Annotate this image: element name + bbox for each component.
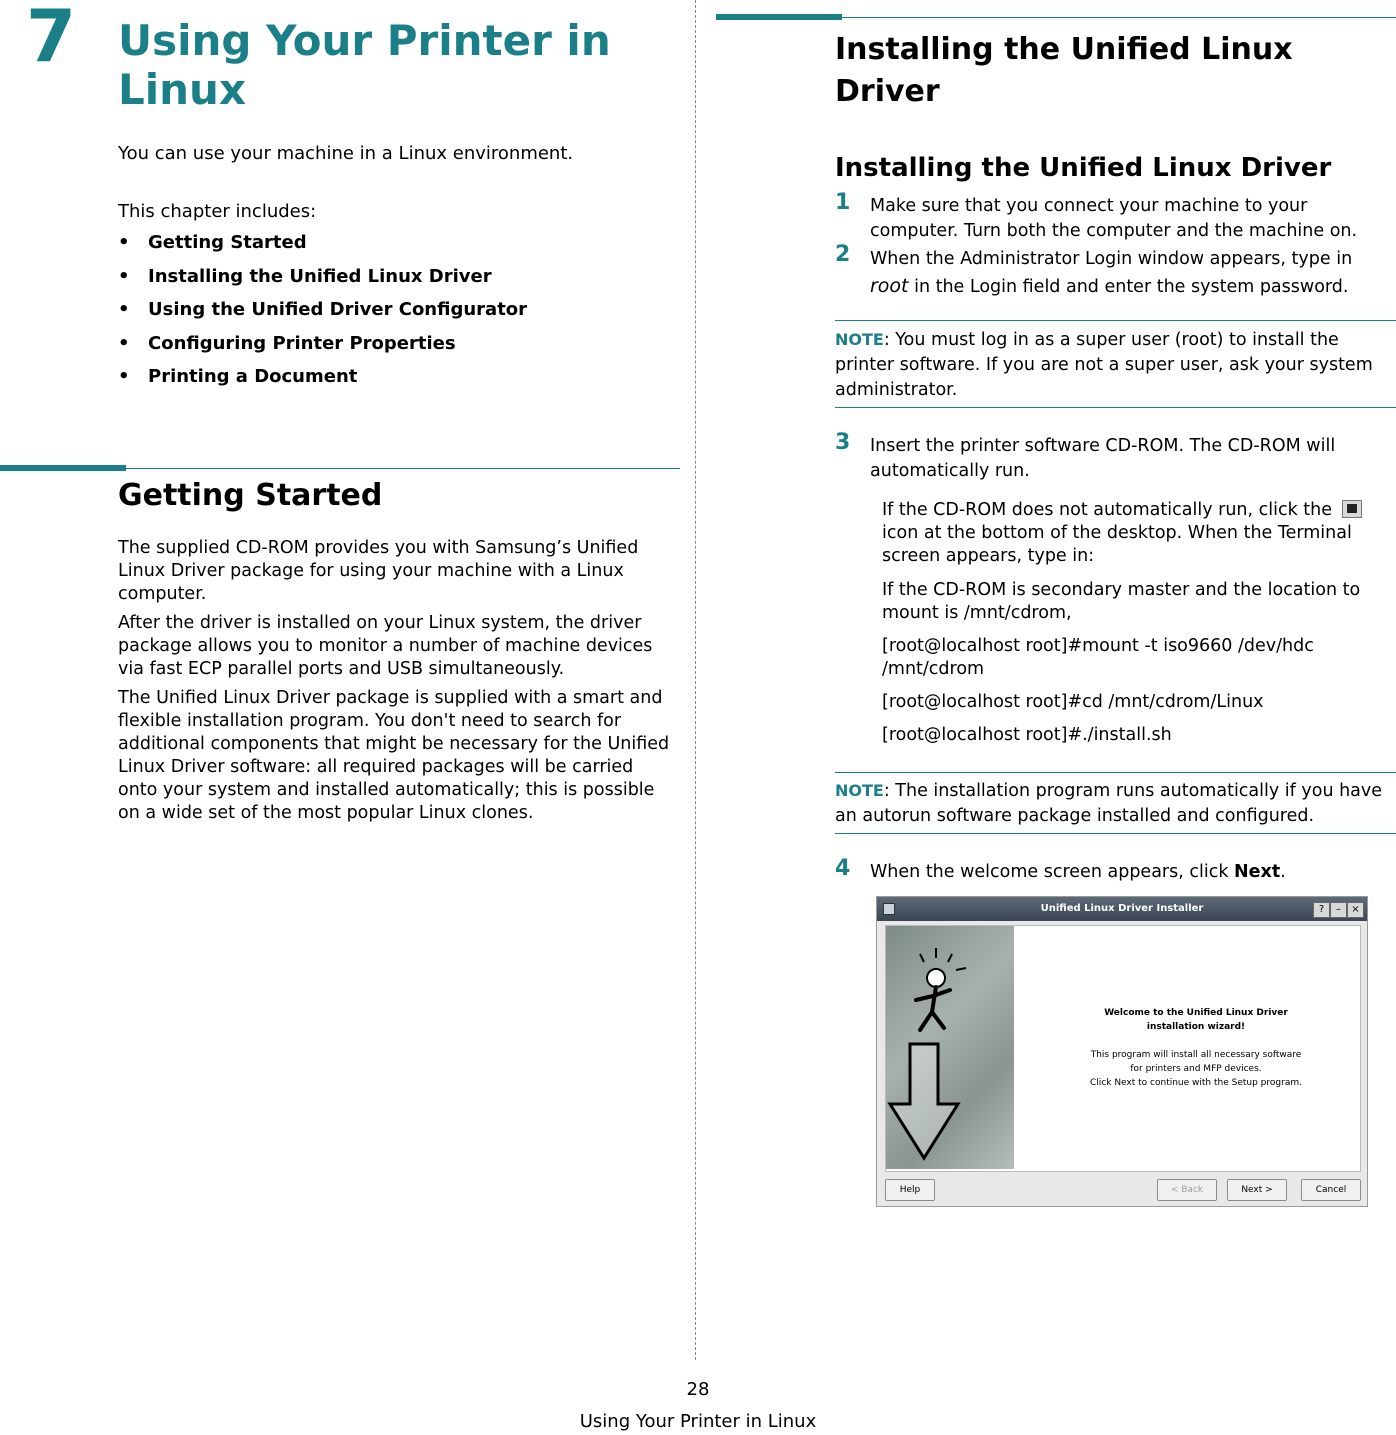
paragraph: After the driver is installed on your Linux system, the driver package allows you to monitor a number of machine devices via fast ECP parallel ports and USB simultaneously.	[118, 613, 653, 679]
contents-item: • Getting Started	[118, 232, 307, 253]
chapter-number: 7	[26, 0, 77, 78]
step-number: 1	[835, 190, 851, 215]
help-icon[interactable]: ?	[1313, 902, 1330, 918]
minimize-icon[interactable]: –	[1330, 902, 1347, 918]
step-text: When the Administrator Login window appears, type in root in the Login field and enter the system password.	[870, 249, 1353, 297]
cancel-button[interactable]: Cancel	[1301, 1179, 1361, 1201]
wizard-illustration	[886, 926, 1014, 1169]
chapter-contents-list	[118, 230, 527, 398]
download-arrow-icon	[886, 926, 1014, 1169]
note-rule	[835, 833, 1396, 834]
installer-dialog	[876, 896, 1368, 1207]
section-rule-accent	[0, 465, 126, 471]
back-button[interactable]: < Back	[1157, 1179, 1217, 1201]
note: NOTE: The installation program runs automatically if you have an autorun software package installed and configured.	[835, 781, 1383, 826]
cd-instructions-mount: If the CD-ROM is secondary master and the location to mount is /mnt/cdrom,	[882, 580, 1361, 623]
subsection-title: Installing the Unified Linux Driver	[835, 153, 1332, 183]
command-line: [root@localhost root]#mount -t iso9660 /dev/hdc /mnt/cdrom	[882, 636, 1314, 679]
chapter-intro: You can use your machine in a Linux environment.	[118, 143, 574, 164]
page-number: 28	[686, 1379, 710, 1400]
section-title-getting-started: Getting Started	[118, 478, 383, 513]
next-button[interactable]: Next >	[1227, 1179, 1287, 1201]
chapter-title: Using Your Printer in Linux	[118, 16, 611, 114]
note-label: NOTE	[835, 330, 884, 349]
printer-icon	[883, 903, 895, 915]
note-label: NOTE	[835, 781, 884, 800]
root-keyword: root	[870, 275, 909, 297]
step-text: Make sure that you connect your machine to your computer. Turn both the computer and the machine on.	[870, 196, 1358, 241]
wizard-text: Welcome to the Unified Linux Driver installation wizard! This program will install all necessary software for printers and MFP devices. Click Next to continue with the Setup program.	[1090, 1008, 1302, 1088]
step-number: 3	[835, 430, 851, 455]
paragraph: The Unified Linux Driver package is supplied with a smart and flexible installation program. You don't need to search for additional components that might be necessary for the Unified Linux Driver software: all required packages will be carried onto your system and installed automatically; this is possible on a wide set of the most popular Linux clones.	[118, 688, 670, 823]
command-line: [root@localhost root]#cd /mnt/cdrom/Linux	[882, 692, 1264, 712]
command-line: [root@localhost root]#./install.sh	[882, 725, 1172, 745]
note-rule	[835, 772, 1396, 773]
close-icon[interactable]: ×	[1347, 902, 1364, 918]
section-title-installing: Installing the Unified Linux Driver	[835, 32, 1293, 109]
running-footer: Using Your Printer in Linux	[579, 1411, 817, 1432]
note-rule	[835, 320, 1396, 321]
step-number: 4	[835, 856, 851, 881]
cd-instructions: If the CD-ROM does not automatically run, click the icon at the bottom of the desktop. When the Terminal screen appears, type in:	[882, 499, 1382, 568]
contents-item: • Printing a Document	[118, 366, 358, 387]
paragraph: The supplied CD-ROM provides you with Samsung’s Unified Linux Driver package for using your machine with a Linux computer.	[118, 538, 639, 604]
contents-item: • Using the Unified Driver Configurator	[118, 299, 528, 320]
section-rule-accent	[716, 14, 842, 20]
dialog-titlebar: Unified Linux Driver Installer	[877, 897, 1367, 921]
includes-label: This chapter includes:	[118, 201, 317, 222]
column-divider	[695, 0, 696, 1360]
terminal-icon	[1342, 500, 1362, 518]
step-number: 2	[835, 242, 851, 267]
contents-item: • Configuring Printer Properties	[118, 332, 456, 354]
contents-item: • Installing the Unified Linux Driver	[118, 265, 492, 287]
note-rule	[835, 407, 1396, 408]
step-text: When the welcome screen appears, click Next.	[870, 862, 1286, 882]
wizard-pane	[885, 925, 1361, 1172]
note: NOTE: You must log in as a super user (root) to install the printer software. If you are not a super user, ask your system administrator.	[835, 330, 1373, 400]
step-text: Insert the printer software CD-ROM. The CD-ROM will automatically run.	[870, 436, 1336, 481]
help-button[interactable]: Help	[885, 1179, 935, 1201]
